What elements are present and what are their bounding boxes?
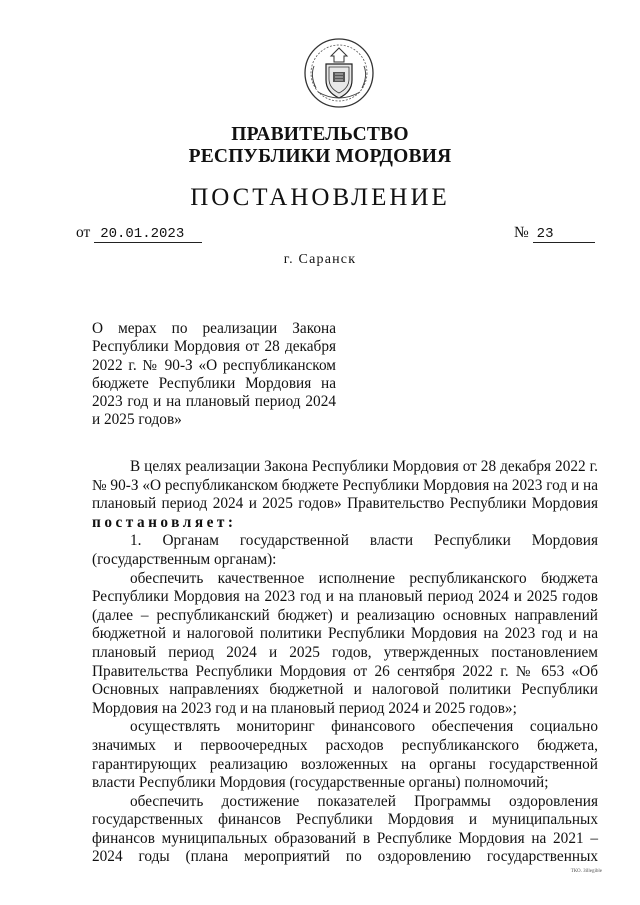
document-number [514,224,595,243]
date-prefix: от [76,224,91,241]
city: г. Саранск [283,252,357,267]
item-1-b: осуществлять мониторинг финансового обеспечения социально значимых и первоочередных расходов республиканского бюджета, гарантирующих реализацию возложенных на органы государственной власти Республики Мордовия (государственные органы) полномочий; [92,718,598,792]
print-mark: ТКО. Зillegible [570,869,602,874]
intro-text: В целях реализации Закона Республики Мордовия от 28 декабря 2022 г. № 90-З «О республиканском бюджете Республики Мордовия на 2023 год и на плановый период 2024 и 2025 годов» Правительство Республики Мордовия [92,458,598,513]
number-prefix: № [514,224,529,241]
date-value: 20.01.2023 [94,227,202,243]
item-1: 1. Органам государственной власти Республики Мордовия (государственным органам): [92,532,598,568]
item-1-c: обеспечить достижение показателей Программы оздоровления государственных финансов Республики Мордовия и муниципальных финансов муниципальных образований в Республике Мордовия на 2021 – 2024 годы (плана мероприятий по оздоровлению государственных [92,792,598,866]
coat-of-arms-icon [302,36,376,110]
organization-name-line2: РЕСПУБЛИКИ МОРДОВИЯ [188,146,452,167]
document-body [92,458,598,867]
document-type: ПОСТАНОВЛЕНИЕ [190,184,450,211]
number-value: 23 [533,227,595,243]
intro-paragraph [92,458,598,532]
organization-name-line1: ПРАВИТЕЛЬСТВО [231,124,409,145]
document-date [76,224,202,243]
intro-lead: постановляет: [92,513,237,531]
item-1-a: обеспечить качественное исполнение республиканского бюджета Республики Мордовия на 2023 год и на плановый период 2024 и 2025 годов (далее – республиканский бюджет) и реализацию основных направлений бюджетной и налоговой политики Республики Мордовия на 2023 год и на плановый период 2024 и 2025 годов, утвержденных постановлением Правительства Республики Мордовия от 26 сентября 2022 г. № 653 «Об Основных направлениях бюджетной и налоговой политики Республики Мордовия на 2023 год и на плановый период 2024 и 2025 годов»; [92,569,598,717]
document-subject: О мерах по реализации Закона Республики Мордовия от 28 декабря 2022 г. № 90-З «О республиканском бюджете Республики Мордовия на 2023 год и на плановый период 2024 и 2025 годов» [92,320,336,429]
